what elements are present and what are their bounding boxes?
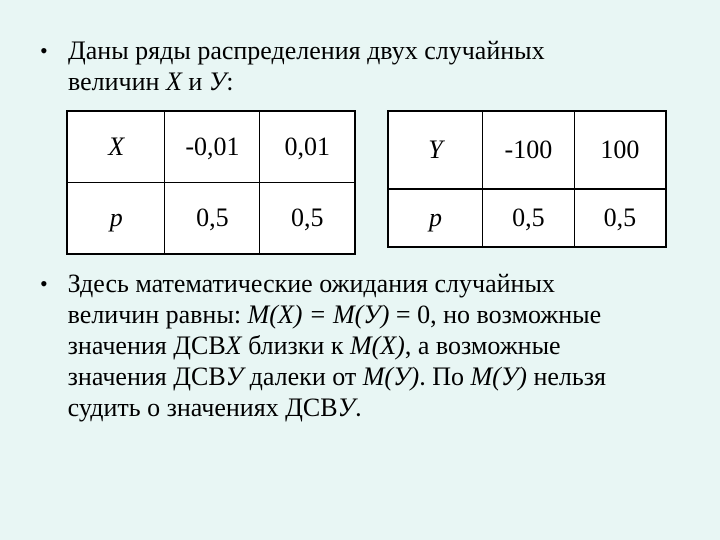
explanation-line-4: значения ДСВУ далеки от M(У). По M(У) нельзя [67, 362, 606, 391]
table-cell: p [388, 189, 483, 247]
table-cell: X [67, 111, 165, 183]
table-cell: -0,01 [165, 111, 260, 183]
table-cell: 0,01 [260, 111, 355, 183]
table-row [67, 111, 355, 183]
table-cell: 0,5 [260, 183, 355, 255]
explanation-line-5: судить о значениях ДСВУ. [67, 393, 362, 422]
table-row [388, 189, 666, 247]
table-cell: -100 [483, 111, 575, 189]
bullet-marker: • [40, 38, 48, 63]
table-cell: 0,5 [574, 189, 666, 247]
table-cell: 0,5 [483, 189, 575, 247]
table-cell: 100 [574, 111, 666, 189]
explanation-line-1: Здесь математические ожидания случайных [67, 269, 555, 298]
distribution-table-y-prob [387, 188, 667, 248]
intro-line-1: Даны ряды распределения двух случайных [68, 36, 545, 65]
bullet-intro [40, 35, 660, 97]
explanation-line-2: величин равны: M(X) = M(У) = 0, но возможные [67, 300, 602, 329]
intro-line-2: величин X и У: [68, 67, 234, 96]
var-x: X [165, 67, 182, 96]
table-row [388, 111, 666, 189]
explanation-line-3: значения ДСВX близки к M(X), а возможные [67, 331, 561, 360]
table-cell: p [67, 183, 165, 255]
bullet-explanation [40, 268, 680, 423]
table-cell: 0,5 [165, 183, 260, 255]
table-row [67, 183, 355, 255]
distribution-table-y [387, 110, 667, 190]
bullet-marker: • [40, 271, 48, 296]
explanation-text [68, 268, 680, 423]
intro-text [68, 35, 545, 97]
table-cell: Y [388, 111, 483, 189]
var-y: У [208, 67, 227, 96]
distribution-table-x [66, 110, 356, 255]
